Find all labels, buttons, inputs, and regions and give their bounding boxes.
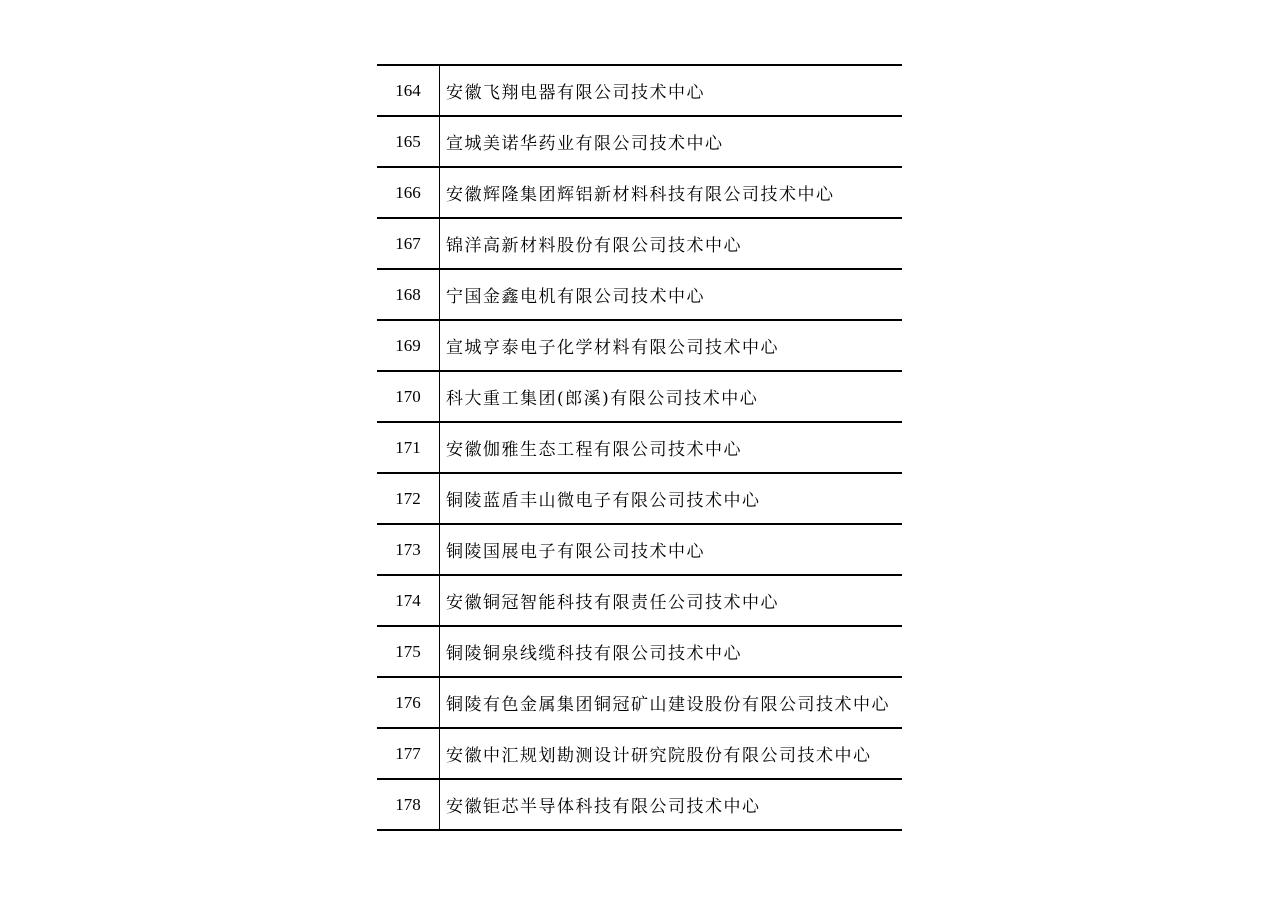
row-number: 175 [377,627,440,676]
table-row [377,525,902,576]
company-name: 安徽中汇规划勘测设计研究院股份有限公司技术中心 [446,746,872,766]
table-row [377,117,902,168]
row-number: 165 [377,117,440,166]
tech-center-table [377,64,902,831]
company-name: 宣城美诺华药业有限公司技术中心 [446,134,724,154]
table-row [377,372,902,423]
table-row [377,474,902,525]
table-row [377,168,902,219]
table-row [377,576,902,627]
row-number: 178 [377,780,440,829]
row-number: 172 [377,474,440,523]
company-name: 安徽钜芯半导体科技有限公司技术中心 [446,797,761,817]
company-name: 安徽伽雅生态工程有限公司技术中心 [446,440,742,460]
company-name: 铜陵铜泉线缆科技有限公司技术中心 [446,644,742,664]
row-number: 171 [377,423,440,472]
row-number: 169 [377,321,440,370]
company-name: 安徽铜冠智能科技有限责任公司技术中心 [446,593,779,613]
row-number: 177 [377,729,440,778]
company-name: 安徽辉隆集团辉铝新材料科技有限公司技术中心 [446,185,835,205]
table-row [377,729,902,780]
company-name: 铜陵有色金属集团铜冠矿山建设股份有限公司技术中心 [446,695,890,715]
table-row [377,678,902,729]
company-name: 铜陵国展电子有限公司技术中心 [446,542,705,562]
row-number: 174 [377,576,440,625]
table-row [377,66,902,117]
row-number: 168 [377,270,440,319]
company-name: 宣城亨泰电子化学材料有限公司技术中心 [446,338,779,358]
table-row [377,219,902,270]
company-name: 铜陵蓝盾丰山微电子有限公司技术中心 [446,491,761,511]
row-number: 167 [377,219,440,268]
table-row [377,321,902,372]
row-number: 164 [377,66,440,115]
table-row [377,627,902,678]
table-row [377,423,902,474]
row-number: 173 [377,525,440,574]
company-name: 锦洋高新材料股份有限公司技术中心 [446,236,742,256]
row-number: 176 [377,678,440,727]
table-row [377,780,902,831]
company-name: 宁国金鑫电机有限公司技术中心 [446,287,705,307]
row-number: 166 [377,168,440,217]
table-row [377,270,902,321]
company-name: 科大重工集团(郎溪)有限公司技术中心 [446,389,759,409]
company-name: 安徽飞翔电器有限公司技术中心 [446,83,705,103]
row-number: 170 [377,372,440,421]
